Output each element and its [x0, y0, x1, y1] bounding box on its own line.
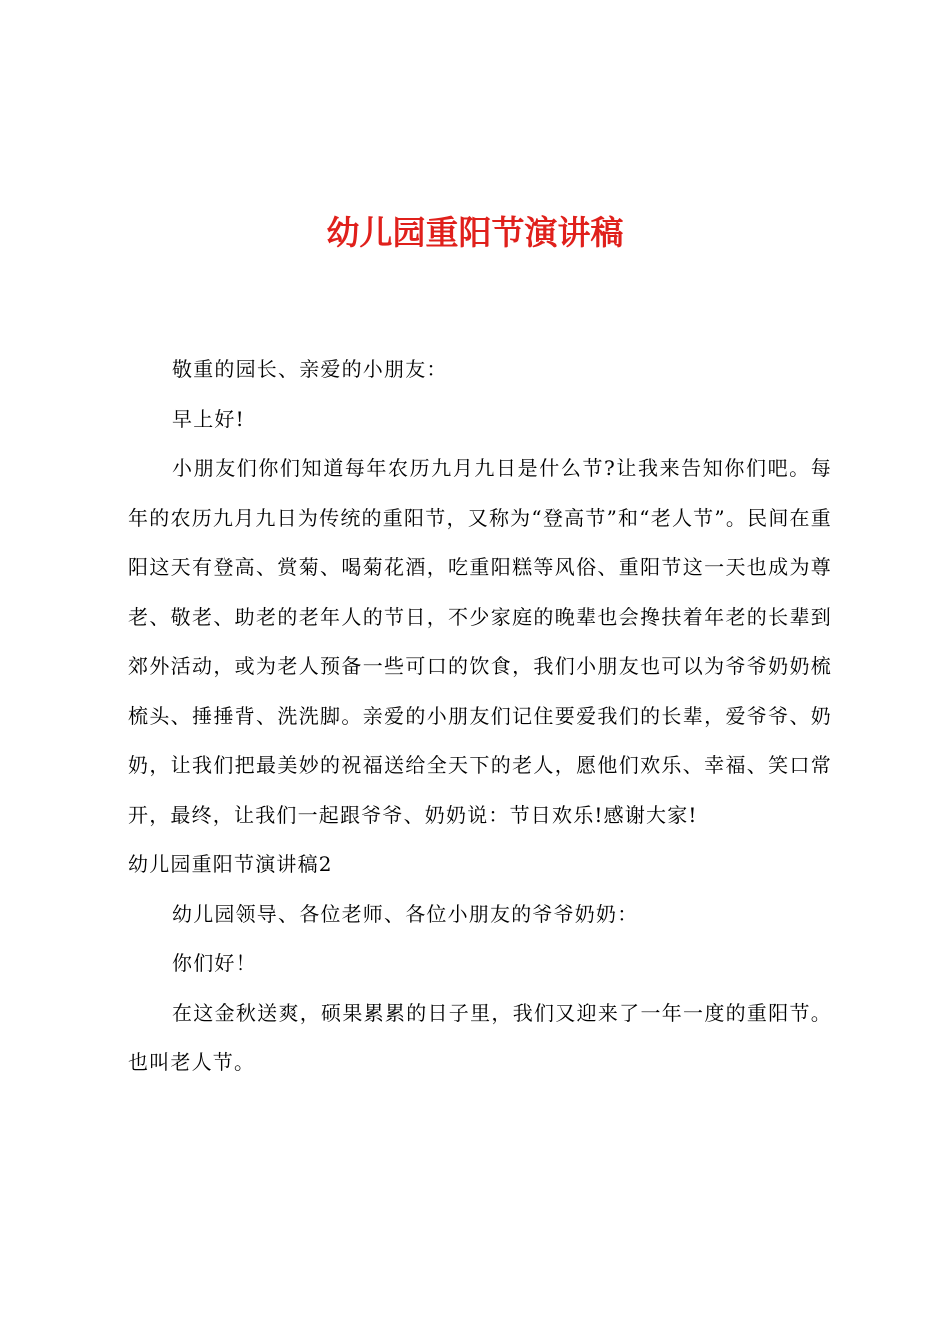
document-body	[128, 345, 832, 1088]
greeting-paragraph-2: 幼儿园领导、各位老师、各位小朋友的爷爷奶奶：	[172, 901, 639, 926]
hello-paragraph: 你们好！	[172, 951, 257, 975]
document-title: 幼儿园重阳节演讲稿	[326, 213, 624, 252]
good-morning-paragraph: 早上好!	[172, 406, 245, 431]
main-speech-paragraph: 小朋友们你们知道每年农历九月九日是什么节?让我来告知你们吧。每年的农历九月九日为传统的重阳节，又称为“登高节”和“老人节”。民间在重阳这天有登高、赏菊、喝菊花酒，吃重阳糕等风俗、重阳节这一天也成为尊老、敬老、助老的老年人的节日，不少家庭的晚辈也会搀扶着年老的长辈到郊外活动，或为老人预备一些可口的饮食，我们小朋友也可以为爷爷奶奶梳梳头、捶捶背、洗洗脚。亲爱的小朋友们记住要爱我们的长辈，爱爷爷、奶奶，让我们把最美妙的祝福送给全天下的老人，愿他们欢乐、幸福、笑口常开，最终，让我们一起跟爷爷、奶奶说：节日欢乐!感谢大家!	[128, 456, 832, 827]
opening-paragraph-2: 在这金秋送爽，硕果累累的日子里，我们又迎来了一年一度的重阳节。也叫老人节。	[128, 1000, 832, 1074]
greeting-paragraph: 敬重的园长、亲爱的小朋友：	[172, 357, 448, 381]
section-heading-2: 幼儿园重阳节演讲稿2	[128, 852, 333, 876]
